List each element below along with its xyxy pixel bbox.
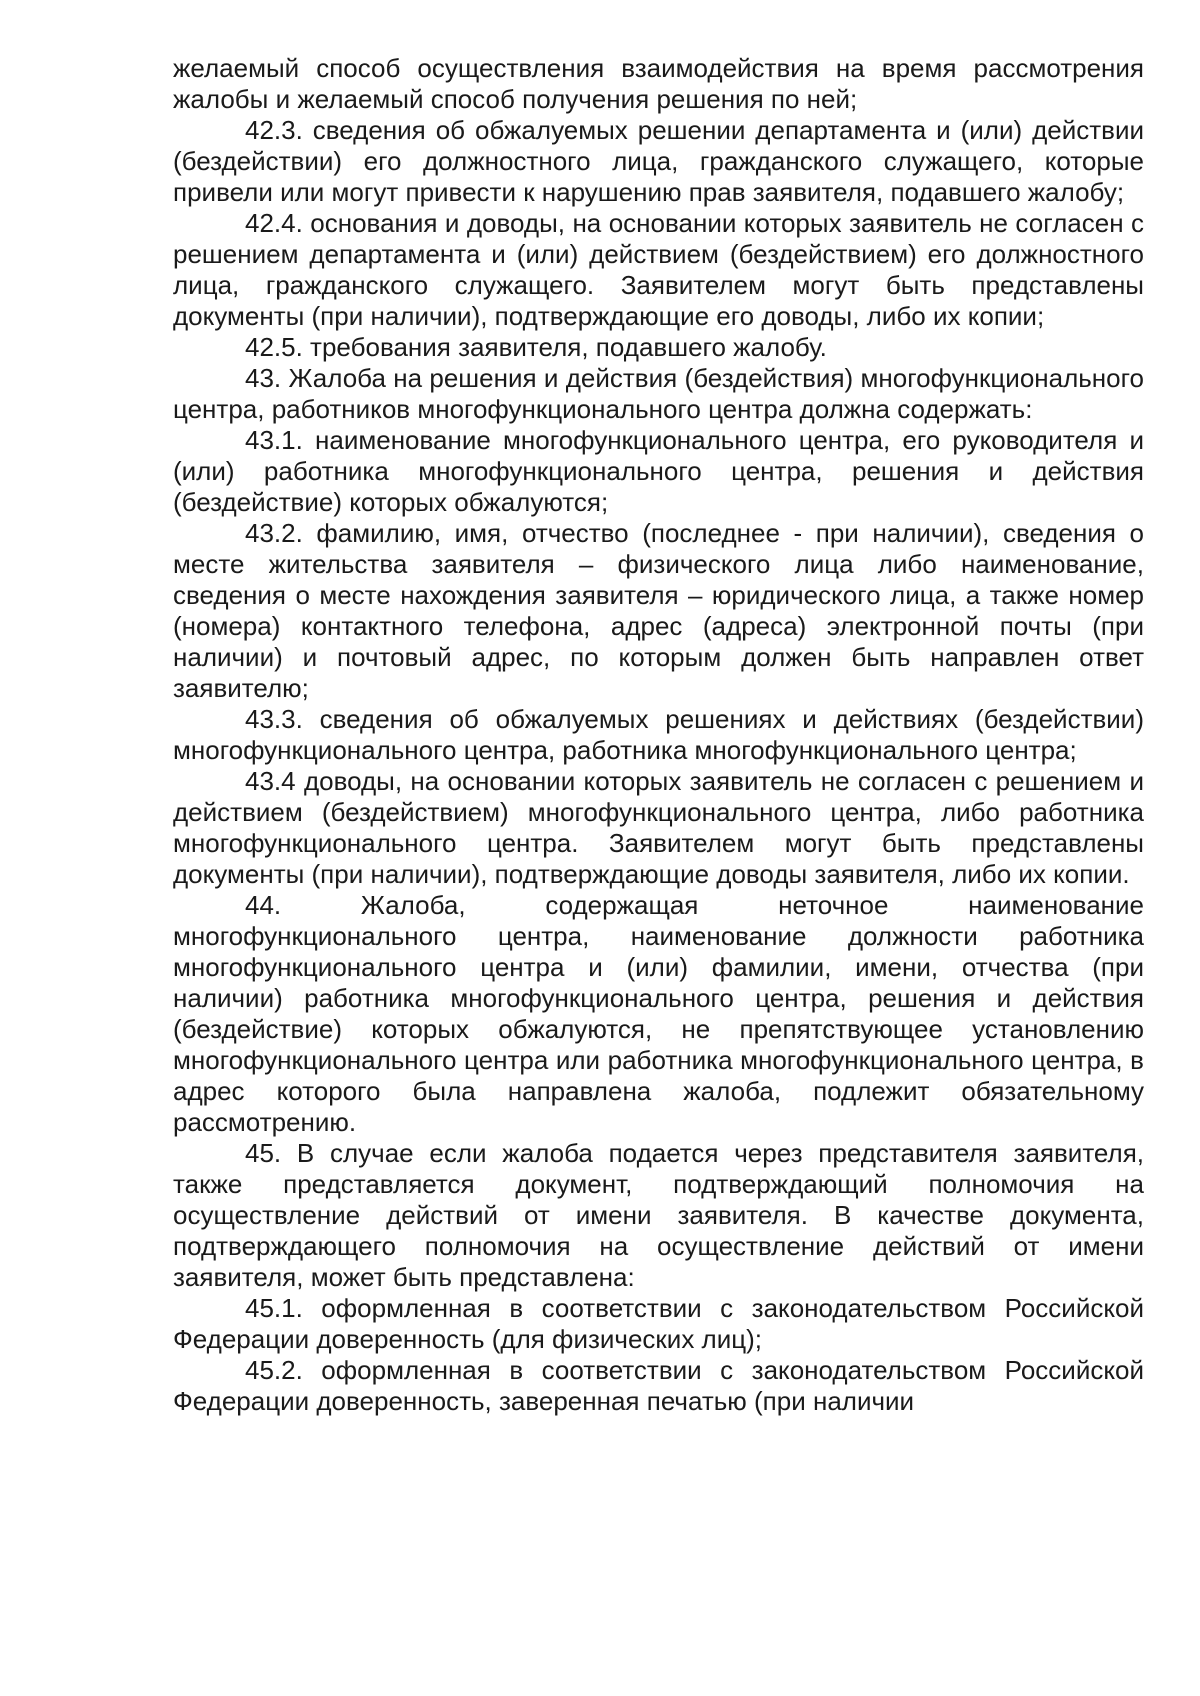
- paragraph-42-5: 42.5. требования заявителя, подавшего жалобу.: [245, 332, 827, 362]
- paragraph-continuation: желаемый способ осуществления взаимодействия на время рассмотрения жалобы и желаемый способ получения решения по ней;: [173, 53, 1144, 114]
- paragraph-44: 44. Жалоба, содержащая неточное наименование многофункционального центра, наименование должности работника многофункционального центра и (или) фамилии, имени, отчества (при наличии) работника многофункционального центра, решения и действия (бездействие) которых обжалуются, не препятствующее установлению многофункционального центра или работника многофункционального центра, в адрес которого была направлена жалоба, подлежит обязательному рассмотрению.: [173, 890, 1144, 1137]
- paragraph-43: 43. Жалоба на решения и действия (бездействия) многофункционального центра, работников многофункционального центра должна содержать:: [173, 363, 1144, 424]
- paragraph-42-3: 42.3. сведения об обжалуемых решении департамента и (или) действии (бездействии) его должностного лица, гражданского служащего, которые привели или могут привести к нарушению прав заявителя, подавшего жалобу;: [173, 115, 1144, 207]
- document-page: [173, 53, 1144, 1417]
- paragraph-43-4: 43.4 доводы, на основании которых заявитель не согласен с решением и действием (бездействием) многофункционального центра, либо работника многофункционального центра. Заявителем могут быть представлены документы (при наличии), подтверждающие доводы заявителя, либо их копии.: [173, 766, 1144, 889]
- paragraph-45: 45. В случае если жалоба подается через представителя заявителя, также представляется документ, подтверждающий полномочия на осуществление действий от имени заявителя. В качестве документа, подтверждающего полномочия на осуществление действий от имени заявителя, может быть представлена:: [173, 1138, 1144, 1292]
- paragraph-45-2: 45.2. оформленная в соответствии с законодательством Российской Федерации доверенность, заверенная печатью (при наличии: [173, 1355, 1144, 1416]
- paragraph-45-1: 45.1. оформленная в соответствии с законодательством Российской Федерации доверенность (для физических лиц);: [173, 1293, 1144, 1354]
- paragraph-43-2: 43.2. фамилию, имя, отчество (последнее - при наличии), сведения о месте жительства заявителя – физического лица либо наименование, сведения о месте нахождения заявителя – юридического лица, а также номер (номера) контактного телефона, адрес (адреса) электронной почты (при наличии) и почтовый адрес, по которым должен быть направлен ответ заявителю;: [173, 518, 1144, 703]
- paragraph-42-4: 42.4. основания и доводы, на основании которых заявитель не согласен с решением департамента и (или) действием (бездействием) его должностного лица, гражданского служащего. Заявителем могут быть представлены документы (при наличии), подтверждающие его доводы, либо их копии;: [173, 208, 1144, 331]
- paragraph-43-1: 43.1. наименование многофункционального центра, его руководителя и (или) работника многофункционального центра, решения и действия (бездействие) которых обжалуются;: [173, 425, 1144, 517]
- paragraph-43-3: 43.3. сведения об обжалуемых решениях и действиях (бездействии) многофункционального центра, работника многофункционального центра;: [173, 704, 1144, 765]
